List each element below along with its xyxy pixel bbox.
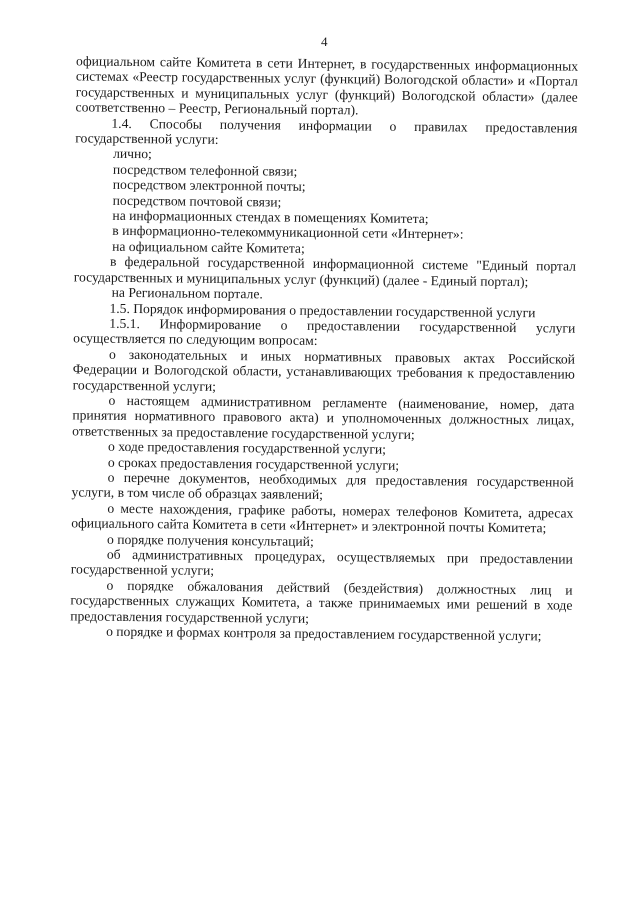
list-item-post: посредством почтовой связи; [112, 192, 282, 210]
topic-control: о порядке и формах контроля за предоставлением государственной услуги; [106, 623, 542, 644]
list-item-official-site: на официальном сайте Комитета; [112, 238, 305, 256]
list-item-federal-system: в федеральной государственной информационной системе "Единый портал государственных и муниципальных услуг (функций) (далее - Единый портал); [73, 254, 577, 289]
topic-regulation: о настоящем административном регламенте (наименование, номер, дата принятия нормативного правового акта) и уполномоченных должностных лицах, ответственных за предоставление государственной услуги; [72, 392, 575, 442]
paragraph-intro-continuation: официальном сайте Комитета в сети Интернет, в государственных информационных системах «Реестр государственных услуг (функций) Вологодской области» и «Портал государственных и муниципальных услуг (функций) Вологодской области» (далее соответственно – Реестр, Региональный портал). [75, 53, 579, 118]
list-item-internet: в информационно-телекоммуникационной сети «Интернет»: [112, 223, 464, 242]
paragraph-section-1-4: 1.4. Способы получения информации о правилах предоставления государственной услуги: [75, 115, 578, 147]
list-item-in-person: лично; [113, 146, 152, 162]
list-item-info-stands: на информационных стендах в помещениях Комитета; [112, 207, 429, 227]
list-item-regional-portal: на Региональном портале. [111, 284, 263, 302]
list-item-email: посредством электронной почты; [112, 177, 306, 195]
list-item-phone: посредством телефонной связи; [112, 161, 298, 179]
topic-progress: о ходе предоставления государственной услуги; [107, 438, 387, 457]
topic-admin-procedures: об административных процедурах, осуществляемых при предоставлении государственной услуги; [70, 546, 573, 579]
paragraph-section-1-5: 1.5. Порядок информирования о предоставлении государственной услуги [109, 300, 536, 320]
topic-deadlines: о сроках предоставления государственной услуги; [107, 454, 400, 473]
topic-documents: о перечне документов, необходимых для предоставления государственной услуги, в том числе об образцах заявлений; [71, 469, 574, 503]
page-number: 4 [320, 33, 328, 50]
topic-location-contacts: о месте нахождения, графике работы, номерах телефонов Комитета, адресах официального сайта Комитета в сети «Интернет» и электронной почты Комитета; [71, 500, 574, 536]
topic-consultations: о порядке получения консультаций; [107, 531, 314, 549]
document-body [70, 53, 578, 644]
paragraph-section-1-5-1: 1.5.1. Информирование о предоставлении государственной услуги осуществляется по следующим вопросам: [73, 315, 576, 349]
topic-legislation: о законодательных и иных нормативных правовых актах Российской Федерации и Вологодской области, устанавливающих требования к предоставлению государственной услуги; [72, 346, 576, 394]
topic-appeals: о порядке обжалования действий (бездействия) должностных лиц и государственных служащих Комитета, а также принимаемых ими решений в ходе предоставления государственной услуги; [70, 577, 573, 626]
